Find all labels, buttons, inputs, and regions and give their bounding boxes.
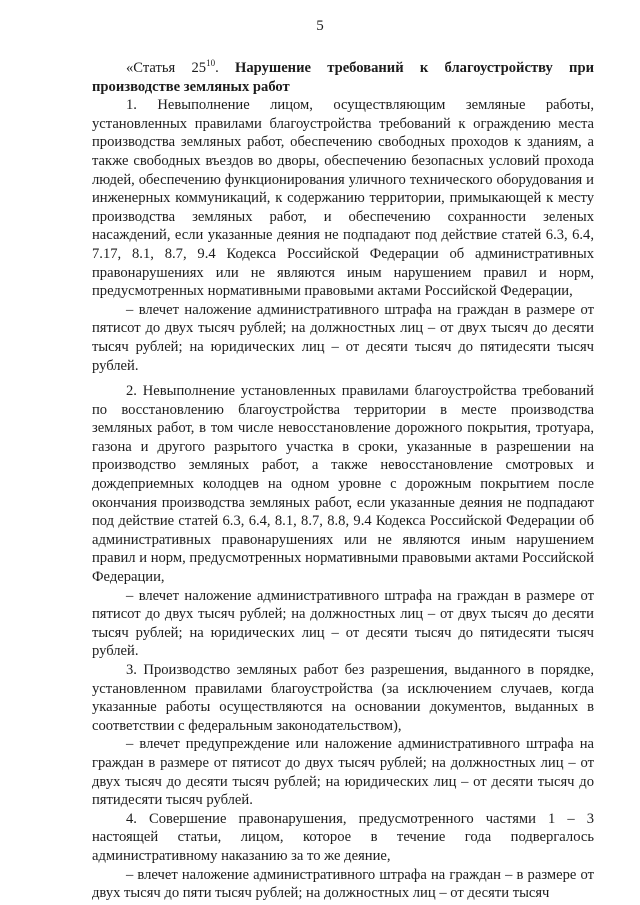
part-3-penalty: – влечет предупреждение или наложение административного штрафа на граждан в размере от пятисот до двух тысяч рублей; на должностных лиц – от двух тысяч до десяти тысяч рублей; на юридических лиц – от десяти тысяч до пятидесяти тысяч рублей. [92,736,594,809]
part-2-text: 2. Невыполнение установленных правилами благоустройства требований по восстановлению благоустройства территории в месте производства земляных работ, в том числе невосстановление дорожного покрытия, тротуара, газона и другого разрытого участка в сроки, указанные в разрешении на производство земляных работ, а также невосстановление смотровых и дождеприемных колодцев на одном уровне с дорожным покрытием после окончания производства земляных работ, если указанные деяния не подпадают под действие статей 6.3, 6.4, 8.1, 8.7, 8.8, 9.4 Кодекса Российской Федерации об административных правонарушениях или не являются иным нарушением правил и норм, предусмотренных нормативными правовыми актами Российской Федерации, [92,383,594,586]
article-title: Нарушение требований к благоустройству при производстве земляных работ [92,60,594,95]
part-2-penalty: – влечет наложение административного штрафа на граждан в размере от пятисот до двух тысяч рублей; на должностных лиц – от двух тысяч до десяти тысяч рублей; на юридических лиц – от десяти тысяч до пятидесяти тысяч рублей. [92,587,594,660]
part-4-text: 4. Совершение правонарушения, предусмотренного частями 1 – 3 настоящей статьи, лицом, которое в течение года подвергалось административному наказанию за то же деяние, [92,810,594,864]
article-heading [92,59,594,96]
part-1-text: 1. Невыполнение лицом, осуществляющим земляные работы, установленных правилами благоустройства требований к ограждению места производства земляных работ, обеспечению свободных проходов к зданиям, а также свободных въездов во дворы, обеспечению безопасных условий прохода людей, обеспечению функционирования уличного технического оборудования и инженерных коммуникаций, к содержанию территории, примыкающей к месту производства земляных работ, и обеспечению сохранности зеленых насаждений, если указанные деяния не подпадают под действие статей 6.3, 6.4, 7.17, 8.1, 8.7, 9.4 Кодекса Российской Федерации об административных правонарушениях или не являются иным нарушением правил и норм, предусмотренных нормативными правовыми актами Российской Федерации, [92,97,594,300]
part-3-text: 3. Производство земляных работ без разрешения, выданного в порядке, установленном правилами благоустройства (за исключением случаев, когда указанные работы осуществляются на основании документов, выданных в соответствии с федеральным законодательством), [92,662,594,734]
article-label: «Статья $25^{10}$. [126,58,219,76]
part-4-penalty: – влечет наложение административного штрафа на граждан – в размере от двух тысяч до пяти тысяч рублей; на должностных лиц – от десяти тысяч [92,866,594,902]
article-number-superscript: 10 [206,58,216,68]
part-1-penalty: – влечет наложение административного штрафа на граждан в размере от пятисот до двух тысяч рублей; на должностных лиц – от двух тысяч до десяти тысяч рублей; на юридических лиц – от десяти тысяч до пятидесяти тысяч рублей. [92,301,594,374]
document-body [92,59,594,903]
page-number: 5 [316,18,324,34]
